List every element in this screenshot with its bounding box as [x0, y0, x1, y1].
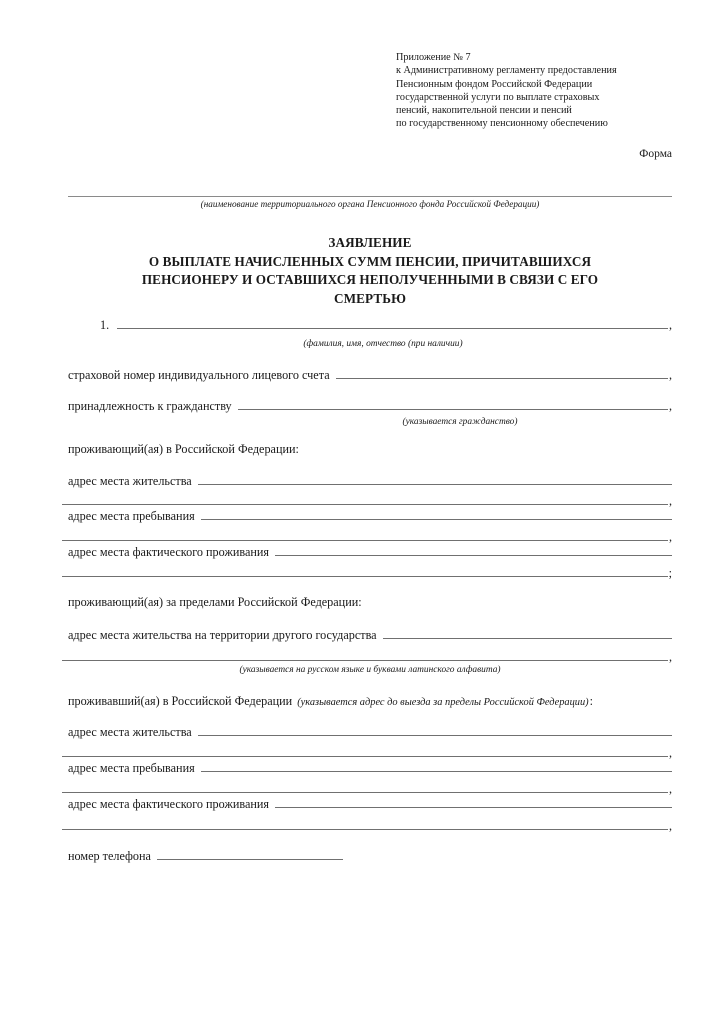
- stay-address-label: адрес места пребывания: [68, 509, 195, 523]
- row-abroad-address: [68, 628, 672, 643]
- title-line-2: О ВЫПЛАТЕ НАЧИСЛЕННЫХ СУММ ПЕНСИИ, ПРИЧИТАВШИХСЯ: [148, 253, 592, 269]
- title-line-4: СМЕРТЬЮ: [333, 290, 407, 306]
- row-actual-address-1-cont: [62, 566, 672, 581]
- header-line-appendix: Приложение № 7: [396, 52, 471, 63]
- row-fio: [100, 318, 672, 333]
- stay-address-input-rule[interactable]: [201, 519, 672, 520]
- citizenship-caption: (указывается гражданство): [402, 417, 518, 427]
- actual-address-input-rule-2-cont[interactable]: [62, 829, 668, 830]
- row-stay-address-1: [68, 509, 672, 524]
- fio-caption: (фамилия, имя, отчество (при наличии): [303, 339, 463, 349]
- row-snils: [68, 368, 672, 383]
- actual-address-label: адрес места фактического проживания: [68, 545, 270, 559]
- stay-address-comma: ,: [668, 530, 672, 544]
- row-citizenship: [68, 399, 672, 414]
- phone-label: номер телефона: [68, 849, 151, 863]
- residence-address-input-rule[interactable]: [198, 484, 672, 485]
- header-line-service: государственной услуги по выплате страховых: [396, 91, 600, 103]
- actual-address-semicolon: ;: [668, 566, 672, 580]
- stay-address-input-rule-2[interactable]: [201, 771, 672, 772]
- stay-address-label-2: адрес места пребывания: [68, 761, 195, 775]
- row-stay-address-1-cont: [62, 530, 672, 545]
- heading-residing-in-rf: [68, 442, 299, 457]
- organisation-name-caption: (наименование территориального органа Пенсионного фонда Российской Федерации): [200, 199, 540, 209]
- organisation-name-rule[interactable]: [68, 196, 672, 197]
- residence-address-input-rule-cont[interactable]: [62, 504, 668, 505]
- row-actual-address-2-cont: [62, 819, 672, 834]
- header-line-regulation: к Административному регламенту предоставления: [396, 65, 617, 77]
- residing-abroad-label: проживающий(ая) за пределами Российской Федерации:: [68, 595, 362, 609]
- header-line-fund: Пенсионным фондом Российской Федерации: [396, 78, 593, 90]
- stay-address-input-rule-2-cont[interactable]: [62, 792, 668, 793]
- form-label: Форма: [639, 148, 672, 160]
- heading-resided-in-rf: [68, 694, 593, 709]
- abroad-address-label: адрес места жительства на территории другого государства: [68, 628, 377, 642]
- header-reference-block: [396, 51, 686, 131]
- abroad-address-input-rule-cont[interactable]: [62, 660, 668, 661]
- row-abroad-address-cont: [62, 650, 672, 665]
- row-phone: [68, 849, 343, 864]
- row-stay-address-2: [68, 761, 672, 776]
- stay-address-input-rule-cont[interactable]: [62, 540, 668, 541]
- resided-in-rf-label-italic: (указывается адрес до выезда за пределы Российской Федерации): [297, 697, 589, 708]
- heading-residing-abroad: [68, 595, 362, 610]
- row-residence-address-2: [68, 725, 672, 740]
- abroad-address-comma: ,: [668, 650, 672, 664]
- abroad-address-input-rule[interactable]: [383, 638, 672, 639]
- residence-address-comma-2: ,: [668, 746, 672, 760]
- actual-address-comma-2: ,: [668, 819, 672, 833]
- row-stay-address-2-cont: [62, 782, 672, 797]
- actual-address-input-rule-2[interactable]: [275, 807, 672, 808]
- citizenship-comma: ,: [668, 399, 672, 413]
- row-residence-address-1-cont: [62, 494, 672, 509]
- residence-address-comma: ,: [668, 494, 672, 508]
- fio-comma: ,: [668, 318, 672, 332]
- resided-in-rf-label: проживавший(ая) в Российской Федерации: [68, 694, 293, 708]
- snils-comma: ,: [668, 368, 672, 382]
- abroad-address-caption: (указывается на русском языке и буквами латинского алфавита): [239, 665, 501, 675]
- residence-address-input-rule-2[interactable]: [198, 735, 672, 736]
- fio-input-rule[interactable]: [117, 328, 668, 329]
- snils-label: страховой номер индивидуального лицевого счета: [68, 368, 330, 382]
- row-residence-address-1: [68, 474, 672, 489]
- snils-input-rule[interactable]: [336, 378, 668, 379]
- residence-address-label-2: адрес места жительства: [68, 725, 192, 739]
- header-line-pensions: пенсий, накопительной пенсии и пенсий: [396, 105, 572, 117]
- residence-address-input-rule-2-cont[interactable]: [62, 756, 668, 757]
- actual-address-input-rule[interactable]: [275, 555, 672, 556]
- header-line-provision: по государственному пенсионному обеспечению: [396, 118, 608, 130]
- row-actual-address-1: [68, 545, 672, 560]
- residing-in-rf-label: проживающий(ая) в Российской Федерации:: [68, 442, 299, 456]
- citizenship-input-rule[interactable]: [238, 409, 668, 410]
- row-actual-address-2: [68, 797, 672, 812]
- resided-in-rf-colon: :: [589, 694, 594, 708]
- citizenship-label: принадлежность к гражданству: [68, 399, 232, 413]
- actual-address-label-2: адрес места фактического проживания: [68, 797, 270, 811]
- title-line-1: ЗАЯВЛЕНИЕ: [328, 235, 412, 250]
- stay-address-comma-2: ,: [668, 782, 672, 796]
- residence-address-label: адрес места жительства: [68, 474, 192, 488]
- page-title: [68, 234, 672, 308]
- title-line-3: ПЕНСИОНЕРУ И ОСТАВШИХСЯ НЕПОЛУЧЕННЫМИ В СВЯЗИ С ЕГО: [141, 272, 599, 287]
- actual-address-input-rule-cont[interactable]: [62, 576, 668, 577]
- phone-input-rule[interactable]: [157, 859, 343, 860]
- row-residence-address-2-cont: [62, 746, 672, 761]
- item-number: 1.: [100, 318, 110, 332]
